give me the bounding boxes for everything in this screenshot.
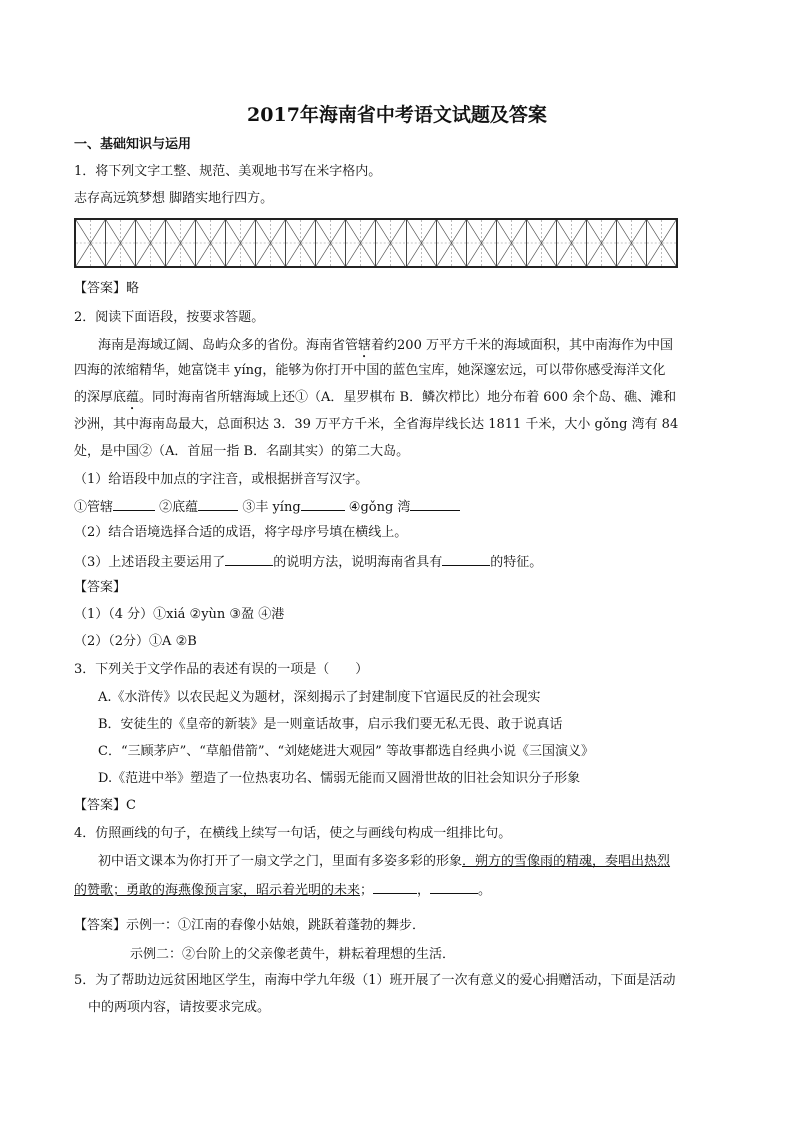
q2-sub1: （1）给语段中加点的字注音，或根据拼音写汉字。 bbox=[74, 472, 369, 487]
q2-passage-line: 沙洲，其中海南岛最大，总面积达 3．39 万平方千米，全省海岸线长达 1811 千米，大小 gǒng 湾有 84 bbox=[74, 417, 679, 432]
q2-text: 海南是海域辽阔、岛屿众多的省份。海南省管 bbox=[98, 338, 359, 353]
page-title: 2017年海南省中考语文试题及答案 bbox=[247, 104, 547, 126]
q2-prompt: 2．阅读下面语段，按要求答题。 bbox=[74, 310, 265, 325]
q4-text: ， bbox=[417, 883, 431, 898]
q2-text: （3）上述语段主要运用了 bbox=[74, 555, 226, 570]
q2-passage-line bbox=[74, 390, 676, 413]
q4-passage-line bbox=[98, 854, 670, 870]
q2-sub2: （2）结合语境选择合适的成语，将字母序号填在横线上。 bbox=[74, 525, 408, 540]
q1-text: 志存高远筑梦想 脚踏实地行四方。 bbox=[74, 191, 274, 206]
mizige-cell[interactable] bbox=[647, 220, 676, 266]
q4-text: 。 bbox=[478, 883, 492, 898]
mizige-cell[interactable] bbox=[196, 220, 226, 266]
mizige-cell[interactable] bbox=[527, 220, 557, 266]
q2-passage-line: 四海的浓缩精华，她富饶丰 yíng，能够为你打开中国的蓝色宝库，她深邃宏远，可以带你感受海洋文化 bbox=[74, 363, 666, 378]
mizige-cell[interactable] bbox=[557, 220, 587, 266]
answer-blank[interactable] bbox=[373, 881, 417, 894]
q3-answer bbox=[74, 798, 136, 814]
q3-option-a: A.《水浒传》以农民起义为题材，深刻揭示了封建制度下官逼民反的社会现实 bbox=[98, 690, 541, 705]
answer-blank[interactable] bbox=[410, 498, 460, 511]
mizige-cell[interactable] bbox=[587, 220, 617, 266]
q1-answer bbox=[74, 281, 139, 297]
section-heading: 一、基础知识与运用 bbox=[74, 137, 192, 152]
answer-blank[interactable] bbox=[225, 553, 273, 566]
q4-text: ； bbox=[360, 883, 374, 898]
q2-passage-line: 处，是中国②（A．首屈一指 B．名副其实）的第二大岛。 bbox=[74, 444, 410, 459]
q3-option-c: C．“三顾茅庐”、“草船借箭”、“刘姥姥进大观园” 等故事都选自经典小说《三国演义》 bbox=[98, 744, 594, 759]
underlined-sentence: ．朔方的雪像雨的精魂，奏唱出热烈 bbox=[462, 854, 671, 869]
mizige-cell[interactable] bbox=[617, 220, 647, 266]
answer-label: 【答案】 bbox=[74, 281, 127, 296]
answer-blank[interactable] bbox=[198, 498, 238, 511]
q1-prompt: 1．将下列文字工整、规范、美观地书写在米字格内。 bbox=[74, 164, 382, 179]
dotted-char: 辖 bbox=[358, 338, 372, 353]
mizige-cell[interactable] bbox=[76, 220, 106, 266]
mizige-cell[interactable] bbox=[256, 220, 286, 266]
fill-item: ①管辖 bbox=[74, 500, 114, 515]
q2-text: 。同时海南省所辖海域上还①（A．星罗棋布 B．鳞次栉比）地分布着 600 余个岛、礁、滩和 bbox=[139, 390, 677, 405]
mizige-cell[interactable] bbox=[226, 220, 256, 266]
mizige-cell[interactable] bbox=[106, 220, 136, 266]
mizige-cell[interactable] bbox=[286, 220, 316, 266]
q5-prompt: 5．为了帮助边远贫困地区学生，南海中学九年级（1）班开展了一次有意义的爱心捐赠活动，下面是活动 bbox=[74, 973, 676, 988]
mizige-cell[interactable] bbox=[437, 220, 467, 266]
mizige-cell[interactable] bbox=[136, 220, 166, 266]
answer-blank[interactable] bbox=[442, 553, 490, 566]
answer-label: 【答案】 bbox=[74, 918, 127, 933]
q3-option-b: B．安徒生的《皇帝的新装》是一则童话故事，启示我们要无私无畏、敢于说真话 bbox=[98, 717, 563, 732]
q2-text: 的深厚底 bbox=[74, 390, 127, 405]
answer-blank[interactable] bbox=[113, 498, 155, 511]
q2-answer-1: （1）（4 分）①xiá ②yùn ③盈 ④港 bbox=[74, 607, 285, 622]
q4-passage-line bbox=[74, 881, 491, 899]
q1-answer-text: 略 bbox=[126, 281, 140, 296]
q3-prompt: 3．下列关于文学作品的表述有误的一项是（ ） bbox=[74, 662, 369, 677]
answer-blank[interactable] bbox=[430, 881, 478, 894]
mizige-cell[interactable] bbox=[407, 220, 437, 266]
fill-item: ②底蕴 bbox=[159, 500, 199, 515]
mizige-grid bbox=[74, 218, 678, 268]
dotted-char: 蕴 bbox=[126, 390, 140, 405]
mizige-cell[interactable] bbox=[166, 220, 196, 266]
answer-label: 【答案】 bbox=[74, 580, 127, 595]
underlined-sentence: 的赞歌；勇敢的海燕像预言家，昭示着光明的未来 bbox=[74, 883, 361, 898]
q2-answer-2: （2）（2分）①A ②B bbox=[74, 634, 197, 649]
mizige-cell[interactable] bbox=[346, 220, 376, 266]
q2-sub1-items bbox=[74, 498, 460, 516]
q4-answer bbox=[74, 918, 425, 934]
answer-label: 【答案】 bbox=[74, 798, 127, 813]
q4-example-1: 示例一：①江南的春像小姑娘，跳跃着蓬勃的舞步． bbox=[126, 918, 426, 933]
fill-item: ③丰 yíng bbox=[242, 500, 301, 515]
answer-blank[interactable] bbox=[301, 498, 345, 511]
q2-text: 着约200 万平方千米的海域面积，其中南海作为中国 bbox=[371, 338, 673, 353]
fill-item: ④gǒng 湾 bbox=[348, 500, 411, 515]
mizige-cell[interactable] bbox=[316, 220, 346, 266]
q2-text: 的说明方法，说明海南省具有 bbox=[273, 555, 443, 570]
mizige-cell[interactable] bbox=[497, 220, 527, 266]
q3-option-d: D.《范进中举》塑造了一位热衷功名、懦弱无能而又圆滑世故的旧社会知识分子形象 bbox=[98, 771, 581, 786]
q2-text: 的特征。 bbox=[490, 555, 543, 570]
q4-prompt: 4．仿照画线的句子，在横线上续写一句话，使之与画线句构成一组排比句。 bbox=[74, 826, 512, 841]
q4-example-2: 示例二：②台阶上的父亲像老黄牛，耕耘着理想的生活． bbox=[130, 947, 456, 962]
mizige-cell[interactable] bbox=[376, 220, 406, 266]
q3-answer-text: C bbox=[126, 798, 136, 813]
mizige-cell[interactable] bbox=[467, 220, 497, 266]
q2-passage-line bbox=[98, 338, 673, 361]
q4-text: 初中语文课本为你打开了一扇文学之门，里面有多姿多彩的形象 bbox=[98, 854, 463, 869]
q5-prompt-cont: 中的两项内容，请按要求完成。 bbox=[88, 1000, 271, 1015]
q2-sub3 bbox=[74, 553, 542, 571]
